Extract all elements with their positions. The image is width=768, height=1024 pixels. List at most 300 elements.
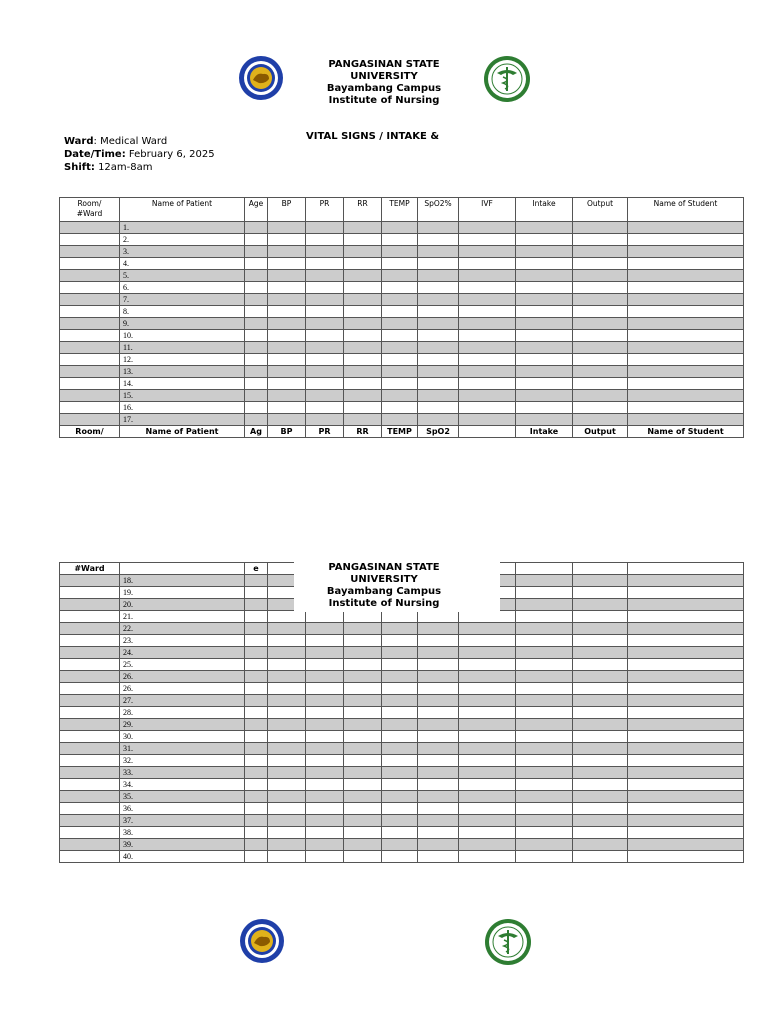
table-cell[interactable] bbox=[306, 390, 344, 402]
table-cell[interactable] bbox=[306, 827, 344, 839]
table-cell[interactable] bbox=[573, 767, 628, 779]
table-cell[interactable] bbox=[628, 755, 744, 767]
table-cell[interactable] bbox=[382, 815, 418, 827]
table-cell[interactable] bbox=[459, 779, 516, 791]
table-cell[interactable] bbox=[628, 719, 744, 731]
table-cell[interactable] bbox=[573, 222, 628, 234]
table-cell[interactable] bbox=[344, 414, 382, 426]
table-cell[interactable] bbox=[573, 683, 628, 695]
table-cell[interactable] bbox=[628, 294, 744, 306]
table-cell[interactable] bbox=[628, 390, 744, 402]
table-cell[interactable] bbox=[245, 378, 268, 390]
table-cell[interactable] bbox=[573, 851, 628, 863]
table-cell[interactable] bbox=[245, 671, 268, 683]
table-cell[interactable] bbox=[382, 647, 418, 659]
table-cell[interactable] bbox=[306, 647, 344, 659]
table-cell[interactable] bbox=[516, 755, 573, 767]
table-cell[interactable] bbox=[268, 719, 306, 731]
table-cell[interactable] bbox=[306, 234, 344, 246]
table-cell[interactable] bbox=[245, 306, 268, 318]
table-cell[interactable] bbox=[245, 354, 268, 366]
table-cell[interactable] bbox=[382, 695, 418, 707]
table-cell[interactable] bbox=[60, 390, 120, 402]
table-cell[interactable] bbox=[628, 270, 744, 282]
table-cell[interactable] bbox=[306, 354, 344, 366]
table-cell[interactable] bbox=[628, 306, 744, 318]
table-cell[interactable] bbox=[344, 270, 382, 282]
table-cell[interactable] bbox=[459, 282, 516, 294]
table-cell[interactable] bbox=[628, 318, 744, 330]
table-cell[interactable] bbox=[268, 731, 306, 743]
table-cell[interactable] bbox=[268, 402, 306, 414]
table-cell[interactable] bbox=[306, 306, 344, 318]
table-cell[interactable] bbox=[459, 815, 516, 827]
table-cell[interactable] bbox=[344, 342, 382, 354]
table-cell[interactable] bbox=[344, 635, 382, 647]
table-cell[interactable] bbox=[268, 803, 306, 815]
table-cell[interactable] bbox=[306, 659, 344, 671]
table-cell[interactable] bbox=[382, 611, 418, 623]
table-cell[interactable] bbox=[459, 719, 516, 731]
table-cell[interactable] bbox=[344, 671, 382, 683]
table-cell[interactable] bbox=[516, 414, 573, 426]
table-cell[interactable] bbox=[628, 683, 744, 695]
table-cell[interactable] bbox=[268, 306, 306, 318]
table-cell[interactable] bbox=[344, 779, 382, 791]
table-cell[interactable] bbox=[60, 599, 120, 611]
table-cell[interactable] bbox=[245, 779, 268, 791]
table-cell[interactable] bbox=[344, 851, 382, 863]
table-cell[interactable] bbox=[382, 719, 418, 731]
table-cell[interactable] bbox=[382, 779, 418, 791]
table-cell[interactable] bbox=[573, 366, 628, 378]
table-cell[interactable] bbox=[245, 839, 268, 851]
table-cell[interactable] bbox=[628, 611, 744, 623]
table-cell[interactable] bbox=[628, 342, 744, 354]
table-cell[interactable] bbox=[60, 827, 120, 839]
table-cell[interactable] bbox=[60, 587, 120, 599]
table-cell[interactable] bbox=[459, 366, 516, 378]
table-cell[interactable] bbox=[418, 318, 459, 330]
table-cell[interactable] bbox=[382, 707, 418, 719]
table-cell[interactable] bbox=[245, 282, 268, 294]
table-cell[interactable] bbox=[418, 695, 459, 707]
table-cell[interactable] bbox=[306, 671, 344, 683]
table-cell[interactable] bbox=[573, 743, 628, 755]
table-cell[interactable] bbox=[306, 414, 344, 426]
table-cell[interactable] bbox=[516, 635, 573, 647]
table-cell[interactable] bbox=[573, 803, 628, 815]
table-cell[interactable] bbox=[459, 354, 516, 366]
table-cell[interactable] bbox=[344, 234, 382, 246]
table-cell[interactable] bbox=[268, 779, 306, 791]
table-cell[interactable] bbox=[245, 719, 268, 731]
table-cell[interactable] bbox=[418, 827, 459, 839]
table-cell[interactable] bbox=[60, 671, 120, 683]
table-cell[interactable] bbox=[628, 234, 744, 246]
table-cell[interactable] bbox=[382, 222, 418, 234]
table-cell[interactable] bbox=[382, 306, 418, 318]
table-cell[interactable] bbox=[459, 390, 516, 402]
table-cell[interactable] bbox=[382, 366, 418, 378]
table-cell[interactable] bbox=[344, 791, 382, 803]
table-cell[interactable] bbox=[418, 659, 459, 671]
table-cell[interactable] bbox=[382, 767, 418, 779]
table-cell[interactable] bbox=[245, 815, 268, 827]
table-cell[interactable] bbox=[573, 294, 628, 306]
table-cell[interactable] bbox=[382, 402, 418, 414]
table-cell[interactable] bbox=[344, 731, 382, 743]
table-cell[interactable] bbox=[306, 294, 344, 306]
table-cell[interactable] bbox=[573, 611, 628, 623]
table-cell[interactable] bbox=[344, 246, 382, 258]
table-cell[interactable] bbox=[306, 246, 344, 258]
table-cell[interactable] bbox=[573, 234, 628, 246]
table-cell[interactable] bbox=[573, 342, 628, 354]
table-cell[interactable] bbox=[628, 246, 744, 258]
table-cell[interactable] bbox=[516, 270, 573, 282]
table-cell[interactable] bbox=[459, 767, 516, 779]
table-cell[interactable] bbox=[382, 755, 418, 767]
table-cell[interactable] bbox=[516, 647, 573, 659]
table-cell[interactable] bbox=[344, 647, 382, 659]
table-cell[interactable] bbox=[306, 342, 344, 354]
table-cell[interactable] bbox=[516, 222, 573, 234]
table-cell[interactable] bbox=[268, 270, 306, 282]
table-cell[interactable] bbox=[382, 671, 418, 683]
table-cell[interactable] bbox=[245, 294, 268, 306]
table-cell[interactable] bbox=[418, 851, 459, 863]
table-cell[interactable] bbox=[245, 647, 268, 659]
table-cell[interactable] bbox=[628, 779, 744, 791]
table-cell[interactable] bbox=[628, 623, 744, 635]
table-cell[interactable] bbox=[573, 779, 628, 791]
table-cell[interactable] bbox=[418, 378, 459, 390]
table-cell[interactable] bbox=[418, 623, 459, 635]
table-cell[interactable] bbox=[60, 354, 120, 366]
table-cell[interactable] bbox=[516, 258, 573, 270]
table-cell[interactable] bbox=[516, 378, 573, 390]
table-cell[interactable] bbox=[245, 623, 268, 635]
table-cell[interactable] bbox=[60, 306, 120, 318]
table-cell[interactable] bbox=[245, 683, 268, 695]
table-cell[interactable] bbox=[268, 222, 306, 234]
table-cell[interactable] bbox=[344, 755, 382, 767]
table-cell[interactable] bbox=[245, 575, 268, 587]
table-cell[interactable] bbox=[344, 767, 382, 779]
table-cell[interactable] bbox=[459, 707, 516, 719]
table-cell[interactable] bbox=[60, 647, 120, 659]
table-cell[interactable] bbox=[344, 354, 382, 366]
table-cell[interactable] bbox=[382, 683, 418, 695]
table-cell[interactable] bbox=[382, 731, 418, 743]
table-cell[interactable] bbox=[344, 803, 382, 815]
table-cell[interactable] bbox=[628, 635, 744, 647]
table-cell[interactable] bbox=[344, 366, 382, 378]
table-cell[interactable] bbox=[573, 270, 628, 282]
table-cell[interactable] bbox=[382, 294, 418, 306]
table-cell[interactable] bbox=[573, 378, 628, 390]
table-cell[interactable] bbox=[344, 378, 382, 390]
table-cell[interactable] bbox=[306, 851, 344, 863]
table-cell[interactable] bbox=[306, 330, 344, 342]
table-cell[interactable] bbox=[344, 719, 382, 731]
table-cell[interactable] bbox=[344, 390, 382, 402]
table-cell[interactable] bbox=[459, 342, 516, 354]
table-cell[interactable] bbox=[60, 695, 120, 707]
table-cell[interactable] bbox=[573, 635, 628, 647]
table-cell[interactable] bbox=[60, 683, 120, 695]
table-cell[interactable] bbox=[516, 390, 573, 402]
table-cell[interactable] bbox=[516, 695, 573, 707]
table-cell[interactable] bbox=[60, 330, 120, 342]
table-cell[interactable] bbox=[60, 779, 120, 791]
table-cell[interactable] bbox=[344, 222, 382, 234]
table-cell[interactable] bbox=[382, 635, 418, 647]
table-cell[interactable] bbox=[60, 623, 120, 635]
table-cell[interactable] bbox=[344, 743, 382, 755]
table-cell[interactable] bbox=[459, 234, 516, 246]
table-cell[interactable] bbox=[573, 647, 628, 659]
table-cell[interactable] bbox=[573, 354, 628, 366]
table-cell[interactable] bbox=[573, 719, 628, 731]
table-cell[interactable] bbox=[268, 707, 306, 719]
table-cell[interactable] bbox=[418, 839, 459, 851]
table-cell[interactable] bbox=[60, 282, 120, 294]
table-cell[interactable] bbox=[418, 246, 459, 258]
table-cell[interactable] bbox=[245, 270, 268, 282]
table-cell[interactable] bbox=[344, 827, 382, 839]
table-cell[interactable] bbox=[268, 659, 306, 671]
table-cell[interactable] bbox=[382, 414, 418, 426]
table-cell[interactable] bbox=[516, 246, 573, 258]
table-cell[interactable] bbox=[628, 402, 744, 414]
table-cell[interactable] bbox=[573, 671, 628, 683]
table-cell[interactable] bbox=[628, 803, 744, 815]
table-cell[interactable] bbox=[459, 246, 516, 258]
table-cell[interactable] bbox=[628, 695, 744, 707]
table-cell[interactable] bbox=[573, 827, 628, 839]
table-cell[interactable] bbox=[516, 659, 573, 671]
table-cell[interactable] bbox=[268, 330, 306, 342]
table-cell[interactable] bbox=[268, 671, 306, 683]
table-cell[interactable] bbox=[628, 659, 744, 671]
table-cell[interactable] bbox=[245, 767, 268, 779]
table-cell[interactable] bbox=[382, 234, 418, 246]
table-cell[interactable] bbox=[268, 294, 306, 306]
table-cell[interactable] bbox=[418, 414, 459, 426]
table-cell[interactable] bbox=[516, 671, 573, 683]
table-cell[interactable] bbox=[344, 659, 382, 671]
table-cell[interactable] bbox=[516, 839, 573, 851]
table-cell[interactable] bbox=[628, 575, 744, 587]
table-cell[interactable] bbox=[628, 647, 744, 659]
table-cell[interactable] bbox=[306, 222, 344, 234]
table-cell[interactable] bbox=[418, 342, 459, 354]
table-cell[interactable] bbox=[418, 611, 459, 623]
table-cell[interactable] bbox=[459, 671, 516, 683]
table-cell[interactable] bbox=[60, 270, 120, 282]
table-cell[interactable] bbox=[245, 659, 268, 671]
table-cell[interactable] bbox=[60, 755, 120, 767]
table-cell[interactable] bbox=[573, 623, 628, 635]
table-cell[interactable] bbox=[268, 815, 306, 827]
table-cell[interactable] bbox=[516, 587, 573, 599]
table-cell[interactable] bbox=[60, 815, 120, 827]
table-cell[interactable] bbox=[459, 647, 516, 659]
table-cell[interactable] bbox=[268, 414, 306, 426]
table-cell[interactable] bbox=[516, 366, 573, 378]
table-cell[interactable] bbox=[628, 282, 744, 294]
table-cell[interactable] bbox=[628, 791, 744, 803]
table-cell[interactable] bbox=[245, 599, 268, 611]
table-cell[interactable] bbox=[306, 719, 344, 731]
table-cell[interactable] bbox=[628, 731, 744, 743]
table-cell[interactable] bbox=[60, 246, 120, 258]
table-cell[interactable] bbox=[516, 330, 573, 342]
table-cell[interactable] bbox=[418, 719, 459, 731]
table-cell[interactable] bbox=[516, 611, 573, 623]
table-cell[interactable] bbox=[245, 258, 268, 270]
table-cell[interactable] bbox=[306, 683, 344, 695]
table-cell[interactable] bbox=[418, 767, 459, 779]
table-cell[interactable] bbox=[382, 659, 418, 671]
table-cell[interactable] bbox=[60, 294, 120, 306]
table-cell[interactable] bbox=[418, 330, 459, 342]
table-cell[interactable] bbox=[418, 282, 459, 294]
table-cell[interactable] bbox=[573, 815, 628, 827]
table-cell[interactable] bbox=[268, 354, 306, 366]
table-cell[interactable] bbox=[459, 306, 516, 318]
table-cell[interactable] bbox=[628, 743, 744, 755]
table-cell[interactable] bbox=[459, 743, 516, 755]
table-cell[interactable] bbox=[573, 755, 628, 767]
table-cell[interactable] bbox=[516, 731, 573, 743]
table-cell[interactable] bbox=[516, 599, 573, 611]
table-cell[interactable] bbox=[573, 791, 628, 803]
table-cell[interactable] bbox=[516, 234, 573, 246]
table-cell[interactable] bbox=[344, 282, 382, 294]
table-cell[interactable] bbox=[268, 282, 306, 294]
table-cell[interactable] bbox=[60, 731, 120, 743]
table-cell[interactable] bbox=[60, 366, 120, 378]
table-cell[interactable] bbox=[306, 803, 344, 815]
table-cell[interactable] bbox=[628, 707, 744, 719]
table-cell[interactable] bbox=[418, 683, 459, 695]
table-cell[interactable] bbox=[516, 575, 573, 587]
table-cell[interactable] bbox=[245, 366, 268, 378]
table-cell[interactable] bbox=[382, 354, 418, 366]
table-cell[interactable] bbox=[459, 294, 516, 306]
table-cell[interactable] bbox=[306, 779, 344, 791]
table-cell[interactable] bbox=[306, 695, 344, 707]
table-cell[interactable] bbox=[573, 390, 628, 402]
table-cell[interactable] bbox=[628, 378, 744, 390]
table-cell[interactable] bbox=[418, 815, 459, 827]
table-cell[interactable] bbox=[418, 306, 459, 318]
table-cell[interactable] bbox=[268, 611, 306, 623]
table-cell[interactable] bbox=[382, 270, 418, 282]
table-cell[interactable] bbox=[628, 767, 744, 779]
table-cell[interactable] bbox=[459, 827, 516, 839]
table-cell[interactable] bbox=[516, 402, 573, 414]
table-cell[interactable] bbox=[268, 390, 306, 402]
table-cell[interactable] bbox=[628, 815, 744, 827]
table-cell[interactable] bbox=[60, 575, 120, 587]
table-cell[interactable] bbox=[306, 767, 344, 779]
table-cell[interactable] bbox=[60, 767, 120, 779]
table-cell[interactable] bbox=[245, 390, 268, 402]
table-cell[interactable] bbox=[306, 635, 344, 647]
table-cell[interactable] bbox=[628, 258, 744, 270]
table-cell[interactable] bbox=[516, 683, 573, 695]
table-cell[interactable] bbox=[418, 779, 459, 791]
table-cell[interactable] bbox=[245, 731, 268, 743]
table-cell[interactable] bbox=[344, 330, 382, 342]
table-cell[interactable] bbox=[459, 378, 516, 390]
table-cell[interactable] bbox=[60, 414, 120, 426]
table-cell[interactable] bbox=[573, 282, 628, 294]
table-cell[interactable] bbox=[459, 851, 516, 863]
table-cell[interactable] bbox=[418, 234, 459, 246]
table-cell[interactable] bbox=[60, 402, 120, 414]
table-cell[interactable] bbox=[60, 635, 120, 647]
table-cell[interactable] bbox=[60, 743, 120, 755]
table-cell[interactable] bbox=[60, 222, 120, 234]
table-cell[interactable] bbox=[60, 707, 120, 719]
table-cell[interactable] bbox=[245, 330, 268, 342]
table-cell[interactable] bbox=[245, 611, 268, 623]
table-cell[interactable] bbox=[60, 342, 120, 354]
table-cell[interactable] bbox=[344, 815, 382, 827]
table-cell[interactable] bbox=[573, 599, 628, 611]
table-cell[interactable] bbox=[516, 743, 573, 755]
table-cell[interactable] bbox=[382, 318, 418, 330]
table-cell[interactable] bbox=[382, 246, 418, 258]
table-cell[interactable] bbox=[573, 695, 628, 707]
table-cell[interactable] bbox=[459, 270, 516, 282]
table-cell[interactable] bbox=[306, 731, 344, 743]
table-cell[interactable] bbox=[60, 851, 120, 863]
table-cell[interactable] bbox=[245, 827, 268, 839]
table-cell[interactable] bbox=[60, 803, 120, 815]
table-cell[interactable] bbox=[306, 623, 344, 635]
table-cell[interactable] bbox=[516, 791, 573, 803]
table-cell[interactable] bbox=[418, 294, 459, 306]
table-cell[interactable] bbox=[245, 414, 268, 426]
table-cell[interactable] bbox=[382, 623, 418, 635]
table-cell[interactable] bbox=[245, 342, 268, 354]
table-cell[interactable] bbox=[418, 635, 459, 647]
table-cell[interactable] bbox=[382, 827, 418, 839]
table-cell[interactable] bbox=[344, 683, 382, 695]
table-cell[interactable] bbox=[60, 791, 120, 803]
table-cell[interactable] bbox=[306, 611, 344, 623]
table-cell[interactable] bbox=[382, 390, 418, 402]
table-cell[interactable] bbox=[268, 234, 306, 246]
table-cell[interactable] bbox=[459, 414, 516, 426]
table-cell[interactable] bbox=[516, 827, 573, 839]
table-cell[interactable] bbox=[459, 318, 516, 330]
table-cell[interactable] bbox=[516, 623, 573, 635]
table-cell[interactable] bbox=[245, 246, 268, 258]
table-cell[interactable] bbox=[382, 743, 418, 755]
table-cell[interactable] bbox=[268, 342, 306, 354]
table-cell[interactable] bbox=[382, 282, 418, 294]
table-cell[interactable] bbox=[573, 258, 628, 270]
table-cell[interactable] bbox=[628, 599, 744, 611]
table-cell[interactable] bbox=[418, 707, 459, 719]
